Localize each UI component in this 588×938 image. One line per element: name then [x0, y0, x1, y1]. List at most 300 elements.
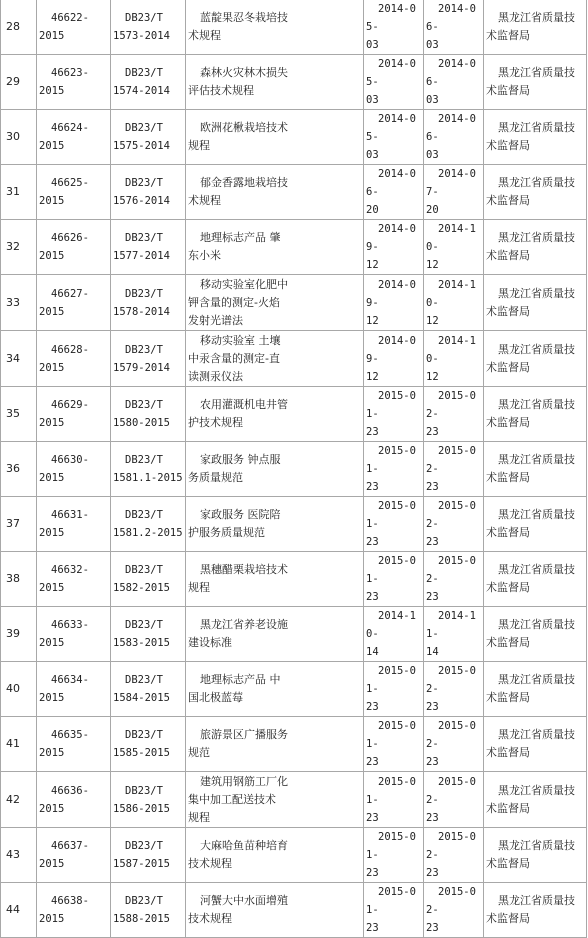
cell-text: 黑龙江省质量技: [498, 563, 575, 576]
cell-text: 1577-2014: [113, 250, 170, 262]
cell-text: 46635-: [51, 729, 89, 741]
issuing-authority: [484, 662, 587, 717]
cell-text: 23: [426, 701, 439, 713]
cell-text: 23: [426, 756, 439, 768]
cell-text: 2014-06-: [366, 168, 416, 198]
cell-text: 1583-2015: [113, 637, 170, 649]
issuing-authority: [484, 110, 587, 165]
cell-text: 黑龙江省质量技: [498, 839, 575, 852]
cell-text: 术监督局: [486, 194, 530, 207]
row-number: [1, 607, 37, 662]
cell-text: 2015-02-: [426, 665, 476, 695]
cell-text: 术监督局: [486, 471, 530, 484]
cell-text: 40: [6, 682, 20, 695]
cell-text: 2015: [39, 582, 65, 594]
cell-text: 1582-2015: [113, 582, 170, 594]
issuing-authority: [484, 717, 587, 772]
cell-text: 2015-01-: [366, 555, 416, 585]
standard-title: [186, 331, 364, 387]
cell-text: 12: [426, 259, 439, 271]
cell-text: 2015-02-: [426, 390, 476, 420]
cell-text: 技术规程: [188, 912, 232, 925]
cell-text: 46633-: [51, 619, 89, 631]
cell-text: DB23/T: [125, 729, 163, 741]
row-number: [1, 387, 37, 442]
release-date: [364, 497, 424, 552]
cell-text: 36: [6, 462, 20, 475]
cell-text: 23: [366, 481, 379, 493]
table-row: [1, 828, 587, 883]
cell-text: 23: [426, 481, 439, 493]
cell-text: 术监督局: [486, 304, 530, 318]
cell-text: 术监督局: [486, 139, 530, 152]
cell-text: 术监督局: [486, 249, 530, 262]
issuing-authority: [484, 607, 587, 662]
cell-text: 中汞含量的测定-直: [188, 351, 280, 365]
cell-text: 2014-07-: [426, 168, 476, 198]
table-row: [1, 552, 587, 607]
release-date: [364, 275, 424, 331]
cell-text: 黑龙江省质量技: [498, 508, 575, 521]
implementation-date: [424, 387, 484, 442]
cell-text: 1580-2015: [113, 417, 170, 429]
cell-text: 2015-01-: [366, 720, 416, 750]
cell-text: 2015-01-: [366, 445, 416, 475]
cell-text: DB23/T: [125, 12, 163, 24]
cell-text: 03: [426, 39, 439, 51]
cell-text: 46626-: [51, 232, 89, 244]
release-date: [364, 828, 424, 883]
cell-text: 2014-10-: [426, 223, 476, 253]
cell-text: 2015-02-: [426, 831, 476, 861]
cell-text: 1575-2014: [113, 140, 170, 152]
release-date: [364, 220, 424, 275]
implementation-date: [424, 442, 484, 497]
cell-text: 地理标志产品 肇: [200, 231, 281, 244]
cell-text: 2015-01-: [366, 665, 416, 695]
cell-text: 46630-: [51, 454, 89, 466]
standard-number: [111, 442, 186, 497]
cell-text: 46628-: [51, 343, 89, 356]
record-number: [37, 331, 111, 387]
table-row: [1, 662, 587, 717]
record-number: [37, 828, 111, 883]
cell-text: 术监督局: [486, 691, 530, 704]
standard-number: [111, 331, 186, 387]
cell-text: 23: [366, 811, 379, 824]
record-number: [37, 662, 111, 717]
cell-text: 46622-: [51, 12, 89, 24]
cell-text: 1581.1-2015: [113, 472, 183, 484]
cell-text: 蓝靛果忍冬栽培技: [200, 11, 288, 24]
cell-text: 黑龙江省质量技: [498, 783, 575, 797]
cell-text: 28: [6, 20, 20, 33]
cell-text: 33: [6, 295, 20, 309]
cell-text: 2014-06-: [426, 113, 476, 143]
table-row: [1, 883, 587, 938]
cell-text: 钾含量的测定-火焰: [188, 295, 280, 309]
standard-number: [111, 55, 186, 110]
table-row: [1, 607, 587, 662]
cell-text: 46632-: [51, 564, 89, 576]
issuing-authority: [484, 772, 587, 828]
standard-title: [186, 275, 364, 331]
cell-text: 2015-01-: [366, 775, 416, 806]
table-row: [1, 110, 587, 165]
release-date: [364, 717, 424, 772]
cell-text: 术规程: [188, 194, 221, 207]
row-number: [1, 220, 37, 275]
standard-number: [111, 387, 186, 442]
cell-text: 规程: [188, 139, 210, 152]
cell-text: 2015-02-: [426, 445, 476, 475]
cell-text: 23: [426, 591, 439, 603]
cell-text: DB23/T: [125, 840, 163, 852]
row-number: [1, 717, 37, 772]
table-row: [1, 772, 587, 828]
cell-text: 46637-: [51, 840, 89, 852]
cell-text: 37: [6, 517, 20, 530]
table-row: [1, 275, 587, 331]
standard-number: [111, 110, 186, 165]
cell-text: 规范: [188, 746, 210, 759]
implementation-date: [424, 0, 484, 55]
cell-text: 2015-01-: [366, 886, 416, 916]
row-number: [1, 662, 37, 717]
cell-text: 术监督局: [486, 581, 530, 594]
cell-text: 2015: [39, 140, 65, 152]
standard-title: [186, 883, 364, 938]
cell-text: 大麻哈鱼苗种培育: [200, 839, 288, 852]
cell-text: 黑龙江省质量技: [498, 453, 575, 466]
cell-text: 黑龙江省质量技: [498, 11, 575, 24]
cell-text: 黑龙江省质量技: [498, 894, 575, 907]
cell-text: 2015-02-: [426, 886, 476, 916]
implementation-date: [424, 165, 484, 220]
cell-text: 黑龙江省质量技: [498, 728, 575, 741]
cell-text: 森林火灾林木损失: [200, 66, 288, 79]
cell-text: DB23/T: [125, 399, 163, 411]
issuing-authority: [484, 883, 587, 938]
row-number: [1, 828, 37, 883]
cell-text: 术监督局: [486, 636, 530, 649]
cell-text: 规程: [188, 581, 210, 594]
standard-title: [186, 55, 364, 110]
standard-title: [186, 165, 364, 220]
cell-text: 46634-: [51, 674, 89, 686]
standard-title: [186, 552, 364, 607]
table-row: [1, 442, 587, 497]
cell-text: 2015: [39, 858, 65, 870]
implementation-date: [424, 883, 484, 938]
release-date: [364, 662, 424, 717]
implementation-date: [424, 607, 484, 662]
cell-text: 2014-10-: [426, 334, 476, 365]
row-number: [1, 883, 37, 938]
cell-text: 术监督局: [486, 801, 530, 815]
cell-text: 03: [426, 94, 439, 106]
implementation-date: [424, 772, 484, 828]
cell-text: DB23/T: [125, 177, 163, 189]
standard-title: [186, 662, 364, 717]
cell-text: 32: [6, 240, 20, 253]
standard-number: [111, 717, 186, 772]
cell-text: 34: [6, 351, 20, 365]
cell-text: 护技术规程: [188, 416, 243, 429]
standard-number: [111, 165, 186, 220]
standard-number: [111, 275, 186, 331]
cell-text: 2015: [39, 527, 65, 539]
release-date: [364, 552, 424, 607]
issuing-authority: [484, 165, 587, 220]
cell-text: 2015: [39, 85, 65, 97]
cell-text: 护服务质量规范: [188, 526, 265, 539]
cell-text: 务质量规范: [188, 471, 243, 484]
standard-number: [111, 883, 186, 938]
cell-text: 术监督局: [486, 29, 530, 42]
cell-text: 46623-: [51, 67, 89, 79]
cell-text: 31: [6, 185, 20, 198]
cell-text: 23: [426, 811, 439, 824]
implementation-date: [424, 275, 484, 331]
cell-text: 2014-10-: [366, 610, 416, 640]
cell-text: 12: [426, 314, 439, 327]
cell-text: 黑龙江省质量技: [498, 286, 575, 300]
cell-text: 03: [366, 94, 379, 106]
cell-text: DB23/T: [125, 343, 163, 356]
row-number: [1, 497, 37, 552]
cell-text: 黑龙江省质量技: [498, 342, 575, 356]
implementation-date: [424, 220, 484, 275]
row-number: [1, 55, 37, 110]
implementation-date: [424, 828, 484, 883]
cell-text: 46625-: [51, 177, 89, 189]
cell-text: 移动实验室 土壤: [200, 333, 281, 347]
cell-text: 2015: [39, 913, 65, 925]
cell-text: 2015: [39, 250, 65, 262]
cell-text: 黑龙江省质量技: [498, 398, 575, 411]
cell-text: 2015: [39, 30, 65, 42]
implementation-date: [424, 552, 484, 607]
cell-text: 家政服务 医院陪: [200, 508, 281, 521]
cell-text: DB23/T: [125, 287, 163, 300]
cell-text: 23: [366, 536, 379, 548]
standard-title: [186, 387, 364, 442]
cell-text: 地理标志产品 中: [200, 673, 281, 686]
cell-text: 1581.2-2015: [113, 527, 183, 539]
cell-text: 黑穗醋栗栽培技术: [200, 563, 288, 576]
implementation-date: [424, 717, 484, 772]
cell-text: 术监督局: [486, 360, 530, 374]
cell-text: 23: [366, 591, 379, 603]
cell-text: 03: [366, 149, 379, 161]
row-number: [1, 275, 37, 331]
cell-text: 1586-2015: [113, 802, 170, 815]
row-number: [1, 165, 37, 220]
cell-text: 术监督局: [486, 746, 530, 759]
row-number: [1, 442, 37, 497]
table-row: [1, 717, 587, 772]
cell-text: 郁金香露地栽培技: [200, 176, 288, 189]
cell-text: 03: [426, 149, 439, 161]
table-row: [1, 55, 587, 110]
cell-text: 03: [366, 39, 379, 51]
cell-text: 移动实验室化肥中: [200, 277, 288, 291]
row-number: [1, 772, 37, 828]
record-number: [37, 497, 111, 552]
cell-text: DB23/T: [125, 122, 163, 134]
cell-text: DB23/T: [125, 509, 163, 521]
standard-title: [186, 828, 364, 883]
cell-text: 2014-09-: [366, 278, 416, 309]
release-date: [364, 607, 424, 662]
cell-text: 黑龙江省质量技: [498, 673, 575, 686]
cell-text: 2015: [39, 195, 65, 207]
issuing-authority: [484, 220, 587, 275]
issuing-authority: [484, 331, 587, 387]
release-date: [364, 165, 424, 220]
cell-text: DB23/T: [125, 454, 163, 466]
cell-text: 23: [366, 867, 379, 879]
cell-text: 46638-: [51, 895, 89, 907]
cell-text: 欧洲花楸栽培技术: [200, 121, 288, 134]
cell-text: 12: [366, 314, 379, 327]
cell-text: 2015: [39, 747, 65, 759]
cell-text: 2014-05-: [366, 113, 416, 143]
standard-number: [111, 497, 186, 552]
record-number: [37, 55, 111, 110]
record-number: [37, 220, 111, 275]
cell-text: 12: [426, 370, 439, 383]
row-number: [1, 552, 37, 607]
cell-text: 发射光谱法: [188, 313, 243, 327]
cell-text: 2015-01-: [366, 831, 416, 861]
cell-text: 国北极蓝莓: [188, 691, 243, 704]
cell-text: 1588-2015: [113, 913, 170, 925]
cell-text: 黑龙江省质量技: [498, 176, 575, 189]
issuing-authority: [484, 0, 587, 55]
cell-text: 43: [6, 848, 20, 861]
cell-text: 2015-02-: [426, 775, 476, 806]
cell-text: DB23/T: [125, 232, 163, 244]
cell-text: 46627-: [51, 287, 89, 300]
cell-text: 35: [6, 407, 20, 420]
record-number: [37, 717, 111, 772]
cell-text: 23: [426, 536, 439, 548]
release-date: [364, 883, 424, 938]
row-number: [1, 331, 37, 387]
release-date: [364, 772, 424, 828]
implementation-date: [424, 331, 484, 387]
table-row: [1, 220, 587, 275]
cell-text: 20: [366, 204, 379, 216]
standard-title: [186, 110, 364, 165]
cell-text: DB23/T: [125, 784, 163, 797]
cell-text: 1585-2015: [113, 747, 170, 759]
cell-text: 2015-01-: [366, 500, 416, 530]
cell-text: 2015-01-: [366, 390, 416, 420]
cell-text: 2015-02-: [426, 500, 476, 530]
cell-text: 旅游景区广播服务: [200, 728, 288, 741]
standard-title: [186, 0, 364, 55]
cell-text: 2015-02-: [426, 720, 476, 750]
table-row: [1, 497, 587, 552]
cell-text: 12: [366, 259, 379, 271]
standard-number: [111, 552, 186, 607]
cell-text: 23: [426, 922, 439, 934]
cell-text: 46624-: [51, 122, 89, 134]
table-body: [1, 0, 587, 938]
release-date: [364, 331, 424, 387]
cell-text: DB23/T: [125, 67, 163, 79]
cell-text: 黑龙江省质量技: [498, 618, 575, 631]
cell-text: DB23/T: [125, 895, 163, 907]
cell-text: 30: [6, 130, 20, 143]
cell-text: 评估技术规程: [188, 84, 254, 97]
cell-text: 建设标准: [188, 636, 232, 649]
cell-text: 2015: [39, 802, 65, 815]
cell-text: 42: [6, 792, 20, 806]
implementation-date: [424, 662, 484, 717]
cell-text: DB23/T: [125, 564, 163, 576]
record-number: [37, 275, 111, 331]
cell-text: 46629-: [51, 399, 89, 411]
cell-text: 2015: [39, 361, 65, 374]
release-date: [364, 387, 424, 442]
record-number: [37, 883, 111, 938]
implementation-date: [424, 55, 484, 110]
cell-text: 23: [366, 922, 379, 934]
cell-text: 29: [6, 75, 20, 88]
issuing-authority: [484, 275, 587, 331]
cell-text: 23: [426, 426, 439, 438]
cell-text: 黑龙江省质量技: [498, 231, 575, 244]
cell-text: 术监督局: [486, 857, 530, 870]
cell-text: 规程: [188, 810, 210, 824]
table-row: [1, 331, 587, 387]
cell-text: 23: [426, 867, 439, 879]
cell-text: 1576-2014: [113, 195, 170, 207]
cell-text: 46631-: [51, 509, 89, 521]
cell-text: 1579-2014: [113, 361, 170, 374]
cell-text: 1574-2014: [113, 85, 170, 97]
standard-number: [111, 662, 186, 717]
record-number: [37, 607, 111, 662]
cell-text: 23: [366, 756, 379, 768]
cell-text: 23: [366, 701, 379, 713]
cell-text: 农用灌溉机电井管: [200, 398, 288, 411]
record-number: [37, 772, 111, 828]
standard-number: [111, 772, 186, 828]
cell-text: 1578-2014: [113, 305, 170, 318]
standard-title: [186, 497, 364, 552]
row-number: [1, 110, 37, 165]
implementation-date: [424, 497, 484, 552]
record-number: [37, 165, 111, 220]
standard-number: [111, 0, 186, 55]
release-date: [364, 0, 424, 55]
table-row: [1, 165, 587, 220]
record-number: [37, 442, 111, 497]
cell-text: 术规程: [188, 29, 221, 42]
cell-text: 2015: [39, 305, 65, 318]
row-number: [1, 0, 37, 55]
cell-text: 术监督局: [486, 526, 530, 539]
record-number: [37, 110, 111, 165]
cell-text: 38: [6, 572, 20, 585]
issuing-authority: [484, 552, 587, 607]
issuing-authority: [484, 828, 587, 883]
